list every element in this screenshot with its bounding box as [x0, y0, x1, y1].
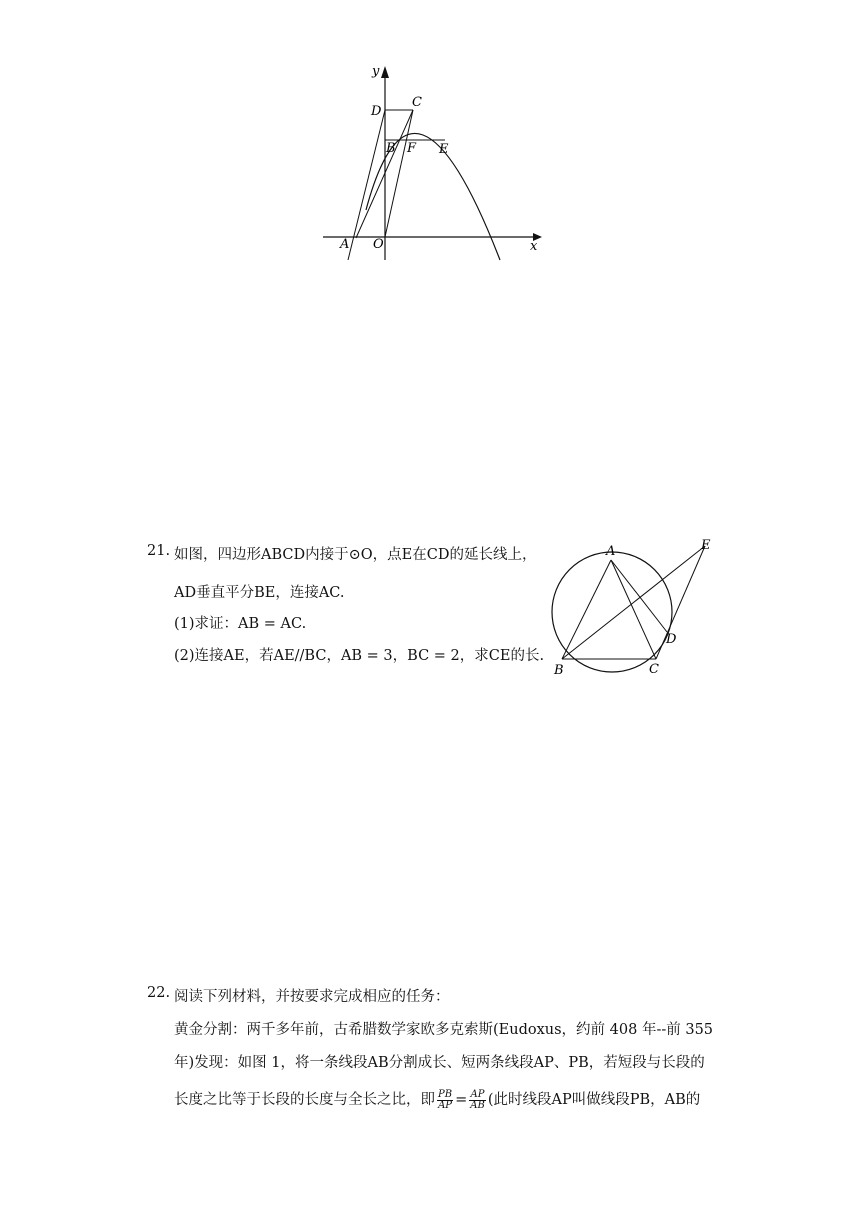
y-axis-arrow — [381, 66, 389, 78]
label-x: x — [530, 239, 538, 254]
frac1-denominator: AP — [438, 1099, 453, 1111]
label-C: C — [412, 95, 422, 110]
q21-line3: (1)求证：AB = AC. — [174, 616, 307, 632]
q22-line4-prefix: 长度之比等于长段的长度与全长之比，即 — [174, 1092, 435, 1108]
frac2-denominator: AB — [470, 1099, 485, 1111]
line-OC — [385, 110, 413, 237]
frac2-numerator: AP — [470, 1088, 485, 1100]
q22-line2: 黄金分割：两千多年前，古希腊数学家欧多克索斯(Eudoxus，约前 408 年--前 355 — [174, 1022, 714, 1038]
label-E: E — [439, 142, 449, 157]
label-F: F — [407, 141, 417, 156]
fraction-ap-ab — [469, 1090, 486, 1111]
q22-line1: 阅读下列材料，并按要求完成相应的任务： — [174, 989, 450, 1005]
label-D: D — [371, 104, 382, 119]
frac1-numerator: PB — [438, 1088, 453, 1100]
q22-line4 — [174, 1088, 700, 1111]
label-B2: B — [554, 663, 564, 678]
q22-line4-suffix: (此时线段AP叫做线段PB，AB的 — [487, 1092, 701, 1108]
side-AB — [562, 560, 611, 659]
label-O: O — [373, 237, 384, 252]
label-A2: A — [606, 544, 616, 559]
line-BE — [562, 546, 705, 659]
label-y: y — [372, 64, 380, 79]
q21-line4: (2)连接AE，若AE//BC，AB = 3，BC = 2，求CE的长. — [174, 648, 545, 664]
q22-number: 22. — [147, 985, 171, 1001]
label-C2: C — [649, 662, 659, 677]
q21-line1: 如图，四边形ABCD内接于⊙O，点E在CD的延长线上， — [174, 547, 537, 563]
circle-figure — [545, 532, 720, 682]
label-D2: D — [666, 632, 677, 647]
fraction-pb-ap — [437, 1090, 453, 1111]
label-E2: E — [701, 538, 711, 553]
label-B: B — [386, 141, 396, 156]
line-CE — [656, 546, 705, 659]
equals-sign: = — [455, 1092, 468, 1108]
q21-line2: AD垂直平分BE，连接AC. — [174, 585, 345, 601]
q22-line3: 年)发现：如图 1，将一条线段AB分割成长、短两条线段AP、PB，若短段与长段的 — [174, 1055, 705, 1071]
q21-number: 21. — [147, 543, 171, 559]
label-A: A — [340, 237, 350, 252]
parabola-figure — [318, 60, 548, 265]
